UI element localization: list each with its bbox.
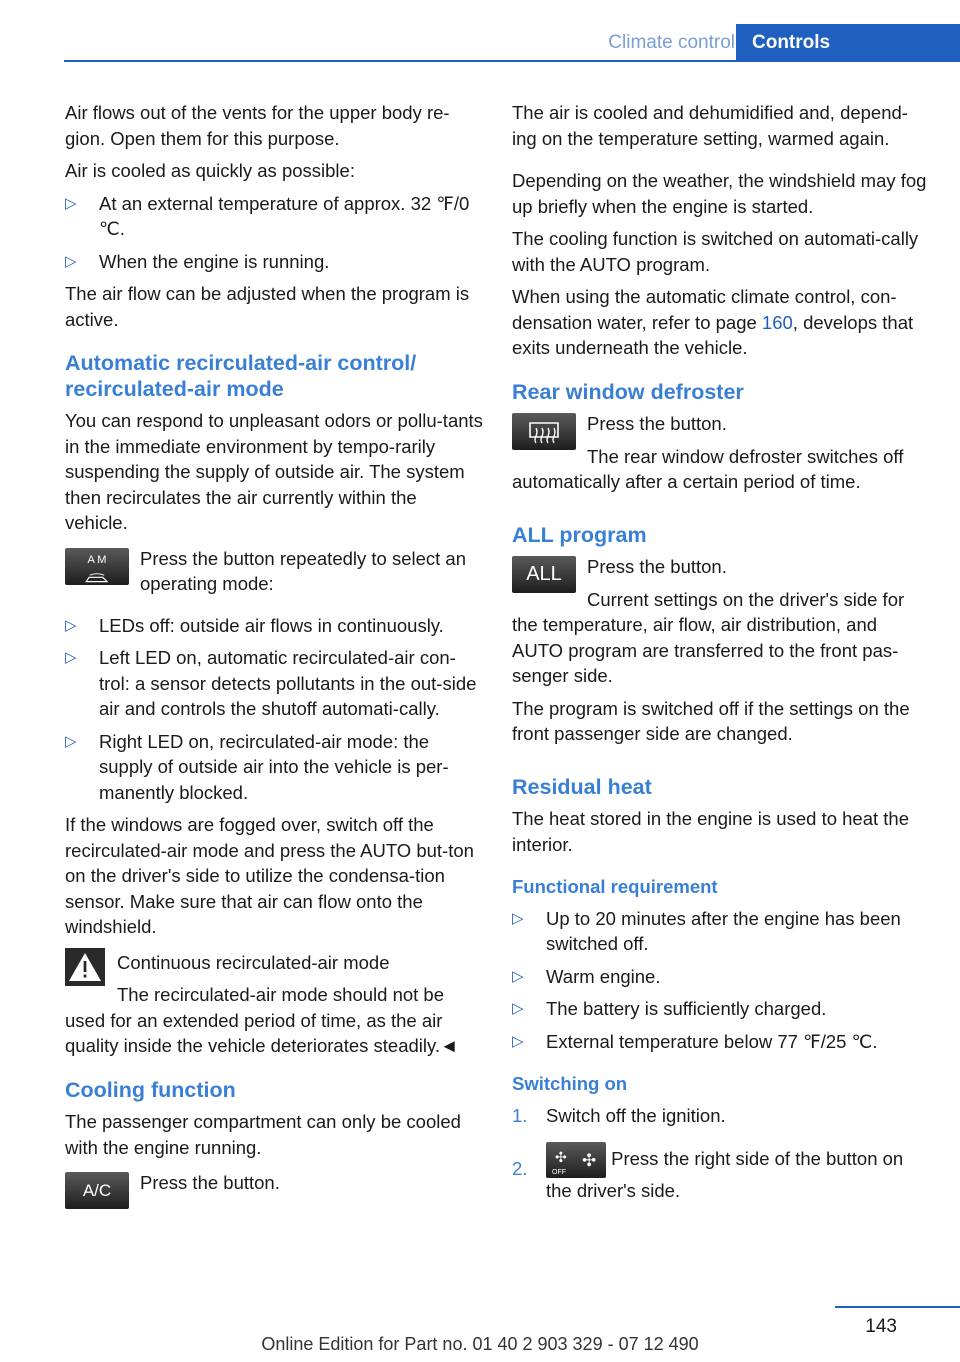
paragraph: The air flow can be adjusted when the program is active. <box>65 283 470 330</box>
rear-defrost-line1: Press the button. <box>587 413 727 434</box>
list-item: ▷ The battery is sufficiently charged. <box>512 996 930 1022</box>
fan-large-icon: ✣ <box>582 1151 597 1170</box>
list-item: ▷ When the engine is running. <box>65 249 483 275</box>
subsection-heading: Switching on <box>512 1073 628 1094</box>
header-rule <box>64 60 960 62</box>
ac-button-text: Press the button. <box>140 1172 280 1193</box>
section-heading: Automatic recirculated-air control/ recirculated-air mode <box>65 351 417 401</box>
left-column <box>65 100 483 1217</box>
triangle-bullet-icon: ▷ <box>65 194 77 212</box>
recirc-car-icon <box>79 573 115 585</box>
paragraph: When using the automatic climate control, con-densation water, refer to page 160, develops that exits underneath the vehicle. <box>512 286 914 358</box>
list-item: ▷ Warm engine. <box>512 964 930 990</box>
triangle-bullet-icon: ▷ <box>65 649 77 666</box>
section-heading: Rear window defroster <box>512 379 744 404</box>
triangle-bullet-icon: ▷ <box>65 616 77 634</box>
all-line1: Press the button. <box>587 556 727 577</box>
all-button-image: ALL <box>512 556 576 593</box>
section-heading: Cooling function <box>65 1077 236 1102</box>
fan-small-icon: ✣ <box>555 1149 567 1165</box>
all-line2: Current settings on the driver's side for the temperature, air flow, air distribution, and AUTO program are transferred to the front pas-senger side. <box>512 588 905 686</box>
header-section: Climate control <box>608 32 735 53</box>
paragraph: The cooling function is switched on automati-cally with the AUTO program. <box>512 228 919 275</box>
fan-off-button-image: OFF ✣ ✣ <box>546 1142 606 1178</box>
warning-title: Continuous recirculated-air mode <box>117 951 390 973</box>
triangle-bullet-icon: ▷ <box>512 1032 524 1050</box>
rear-defrost-button-image <box>512 413 576 450</box>
section-heading: ALL program <box>512 522 647 547</box>
paragraph: The air is cooled and dehumidified and, depend-ing on the temperature setting, warmed again. <box>512 102 908 149</box>
rear-defrost-row <box>512 411 930 495</box>
list-item: ▷ LEDs off: outside air flows in continuously. <box>65 613 483 639</box>
rear-defrost-icon <box>527 420 561 444</box>
triangle-bullet-icon: ▷ <box>65 732 77 750</box>
triangle-bullet-icon: ▷ <box>512 1000 524 1017</box>
triangle-bullet-icon: ▷ <box>512 967 524 985</box>
paragraph: The passenger compartment can only be cooled with the engine running. <box>65 1111 461 1158</box>
paragraph: If the windows are fogged over, switch off the recirculated-air mode and press the AUTO but-ton on the driver's side to utilize the condensa-tion sensor. Make sure that air can flow onto the windshield. <box>65 814 474 937</box>
triangle-bullet-icon: ▷ <box>512 909 524 927</box>
list-item: ▷ External temperature below 77 ℉/25 ℃. <box>512 1029 930 1055</box>
paragraph: Depending on the weather, the windshield may fog up briefly when the engine is started. <box>512 170 927 217</box>
footer-rule <box>835 1306 960 1308</box>
recirc-button-image: A M <box>65 548 129 585</box>
warning-icon <box>65 948 105 986</box>
paragraph: Air is cooled as quickly as possible: <box>65 160 355 181</box>
ac-button-row <box>65 1170 483 1210</box>
paragraph: You can respond to unpleasant odors or pollu-tants in the immediate environment by tempo-rarily suspending the supply of outside air. The system then recirculates the air currently within the vehicle. <box>65 410 483 533</box>
all-program-row <box>512 554 930 689</box>
triangle-bullet-icon: ▷ <box>65 252 77 270</box>
step-item: 2. OFF ✣ ✣ Press the right side of the button on the driver's side. <box>512 1142 930 1204</box>
section-heading: Residual heat <box>512 774 652 799</box>
ac-button-image: A/C <box>65 1172 129 1209</box>
paragraph: The program is switched off if the settings on the front passenger side are changed. <box>512 697 910 744</box>
step-item: 1. Switch off the ignition. <box>512 1104 726 1126</box>
list-item: ▷ Left LED on, automatic recirculated-air con-trol: a sensor detects pollutants in the out-side air and controls the shutoff automati-cally. <box>65 647 477 719</box>
page-link[interactable]: 160 <box>761 311 793 333</box>
paragraph: The heat stored in the engine is used to heat the interior. <box>512 808 910 855</box>
list-item: ▷ Right LED on, recirculated-air mode: the supply of outside air into the vehicle is per-manently blocked. <box>65 730 449 803</box>
list-item: ▷ Up to 20 minutes after the engine has been switched off. <box>512 907 901 954</box>
rear-defrost-line2: The rear window defroster switches off automatically after a certain period of time. <box>512 445 904 492</box>
header-chapter: Controls <box>736 24 960 61</box>
footer-edition: Online Edition for Part no. 01 40 2 903 329 - 07 12 490 <box>261 1334 699 1354</box>
recirc-button-text: Press the button repeatedly to select an operating mode: <box>140 547 467 594</box>
paragraph: Air flows out of the vents for the upper body re-gion. Open them for this purpose. <box>65 102 450 149</box>
warning-note <box>65 950 483 1059</box>
warning-text: The recirculated-air mode should not be used for an extended period of time, as the air quality inside the vehicle deteriorates steadily.◄ <box>65 984 459 1056</box>
subsection-heading: Functional requirement <box>512 876 718 897</box>
list-item: ▷ At an external temperature of approx. 32 ℉/0 ℃. <box>65 192 470 239</box>
recirc-button-row <box>65 546 483 606</box>
page-number: 143 <box>865 1316 897 1337</box>
right-column <box>512 100 930 1211</box>
